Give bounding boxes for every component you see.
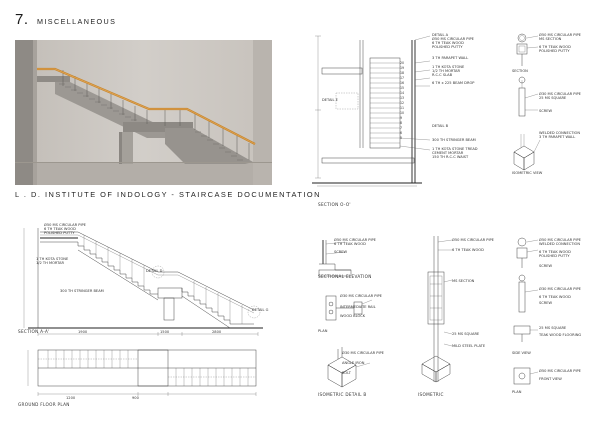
label-section-od: SECTION O-O' <box>318 202 351 207</box>
step-number: 10 <box>400 111 405 115</box>
step-number: 6 <box>400 131 403 135</box>
step-number: 13 <box>400 96 405 100</box>
label-br-1: Ø50 MS CIRCULAR PIPE <box>539 238 581 242</box>
label-section-aa: SECTION A-A' <box>18 329 50 334</box>
step-number: 14 <box>400 91 405 95</box>
label-br-7: 6 TH TEAK WOOD <box>539 295 571 299</box>
label-detail-g: DETAIL G <box>252 308 269 312</box>
label-kota-aa: 1 TH KOTA STONE <box>36 257 69 261</box>
detail-isometric-baluster <box>408 232 468 392</box>
step-number: 20 <box>400 61 405 65</box>
label-ms-section: MS SECTION <box>539 37 562 41</box>
photo-caption: L . D. INSTITUTE OF INDOLOGY - STAIRCASE DOCUMENTATION <box>15 190 322 199</box>
label-parapet-2: 3 TH PARAPET WALL <box>539 135 576 139</box>
label-section-small: SECTION <box>512 69 528 73</box>
label-iso-plate: MILD STEEL PLATE <box>452 344 486 348</box>
label-parapet: 3 TH PARAPET WALL <box>432 56 469 60</box>
staircase-photo <box>15 40 272 185</box>
label-detail-e: DETAIL E <box>322 98 338 102</box>
label-isometric: ISOMETRIC <box>418 392 444 397</box>
label-ground-floor-plan: GROUND FLOOR PLAN <box>18 402 70 407</box>
step-number: 9 <box>400 116 403 120</box>
label-pipe-section: Ø50 MS CIRCULAR PIPE <box>539 33 581 37</box>
label-beam: 6 TH x 225 BEAM DROP <box>432 81 475 85</box>
label-sect-teak: 6 TH TEAK WOOD <box>334 242 366 246</box>
step-number: 19 <box>400 66 405 70</box>
section-number: 7. <box>15 11 29 28</box>
label-br-2: WELDED CONNECTION <box>539 242 581 246</box>
label-sectional-elevation: SECTIONAL ELEVATION <box>318 274 372 279</box>
label-stringer: 300 TH STRINGER BEAM <box>432 138 476 142</box>
step-number: 18 <box>400 71 405 75</box>
label-kota: 1 TH KOTA STONE <box>432 65 465 69</box>
label-dim-2: 1500 <box>160 330 170 334</box>
label-br-8: SCREW <box>539 301 553 305</box>
label-teak-rail: 6 TH TEAK WOOD <box>539 45 571 49</box>
step-number: 15 <box>400 86 405 90</box>
label-ms-pipe2: Ø30 MS CIRCULAR PIPE <box>539 92 581 96</box>
label-rcc: R.C.C SLAB <box>432 73 453 77</box>
label-welded: WELDED CONNECTION <box>539 131 581 135</box>
label-iso-b-1: Ø30 MS CIRCULAR PIPE <box>342 351 384 355</box>
label-inter-rail: INTERMEDIATE RAIL <box>340 305 376 309</box>
label-br-3: 6 TH TEAK WOOD <box>539 250 571 254</box>
step-number: 7 <box>400 126 403 130</box>
label-detail-b: DETAIL B <box>432 124 449 128</box>
label-br-12: Ø50 MS CIRCULAR PIPE <box>539 369 581 373</box>
step-number: 8 <box>400 121 403 125</box>
label-iso-b-2: ANGLE IRON <box>342 361 365 365</box>
label-polish: POLISHED PUTTY <box>539 49 570 53</box>
label-pu-finish: POLISHED PUTTY <box>432 45 463 49</box>
step-number: 12 <box>400 101 405 105</box>
label-plan-small: PLAN <box>318 329 328 333</box>
label-iso-rail: Ø50 MS CIRCULAR PIPE <box>452 238 494 242</box>
label-rail-aa: Ø50 MS CIRCULAR PIPE <box>44 223 86 227</box>
label-br-6: Ø30 MS CIRCULAR PIPE <box>539 287 581 291</box>
label-cement: CEMENT MORTAR <box>432 151 464 155</box>
label-teak-wood: 6 TH TEAK WOOD <box>432 41 464 45</box>
label-br-14: PLAN <box>512 390 522 394</box>
label-detail-a: DETAIL A <box>432 33 449 37</box>
label-dim-4: 1200 <box>66 396 76 400</box>
label-dim-5: 900 <box>132 396 139 400</box>
label-sect-rail: Ø50 MS CIRCULAR PIPE <box>334 238 376 242</box>
label-mortar-aa: 1/2 TH MORTAR <box>36 261 65 265</box>
label-isometric-detail: ISOMETRIC DETAIL B <box>318 392 367 397</box>
label-iso-teak: 6 TH TEAK WOOD <box>452 248 484 252</box>
staircase-photo-graphic <box>15 40 272 185</box>
label-detail-d: DETAIL D <box>146 269 163 273</box>
label-br-10: TEAK WOOD FLOORING <box>539 333 582 337</box>
step-number: 5 <box>400 136 403 140</box>
label-kota-tread: 1 TH KOTA STONE TREAD <box>432 147 478 151</box>
label-br-5: SCREW <box>539 264 553 268</box>
label-wood-block: Ø30 MS CIRCULAR PIPE <box>340 294 382 298</box>
label-mortar: 1/2 TH MORTAR <box>432 69 461 73</box>
label-iso-square: 25 MS SQUARE <box>452 332 480 336</box>
label-rcc-waist: 150 TH R.C.C WAIST <box>432 155 469 159</box>
section-title: MISCELLANEOUS <box>37 17 117 26</box>
step-number: 11 <box>400 106 405 110</box>
label-br-11: SIDE VIEW <box>512 351 531 355</box>
label-iso-section: MS SECTION <box>452 279 475 283</box>
label-br-4: POLISHED PUTTY <box>539 254 570 258</box>
label-stringer-aa: 300 TH STRINGER BEAM <box>60 289 104 293</box>
ground-floor-plan-drawing <box>18 342 273 402</box>
label-dim-1: 1900 <box>78 330 88 334</box>
label-br-13: FRONT VIEW <box>539 377 562 381</box>
label-teak-aa: 6 TH TEAK WOOD <box>44 227 76 231</box>
label-screw: SCREW <box>539 109 553 113</box>
label-ms-square: 25 MS SQUARE <box>539 96 567 100</box>
label-iso-b-3: BOLT <box>342 371 351 375</box>
label-br-9: 25 MS SQUARE <box>539 326 567 330</box>
section-aa-drawing <box>18 224 273 339</box>
label-polish-aa: POLISHED PUTTY <box>44 231 75 235</box>
label-wood: WOOD BLOCK <box>340 314 366 318</box>
label-isometric-view: ISOMETRIC VIEW <box>512 171 543 175</box>
label-sect-screw: SCREW <box>334 250 348 254</box>
step-number: 16 <box>400 81 405 85</box>
label-rail-pipe: Ø50 MS CIRCULAR PIPE <box>432 37 474 41</box>
step-number: 17 <box>400 76 405 80</box>
label-dim-3: 2800 <box>212 330 222 334</box>
section-od-drawing <box>312 28 452 200</box>
